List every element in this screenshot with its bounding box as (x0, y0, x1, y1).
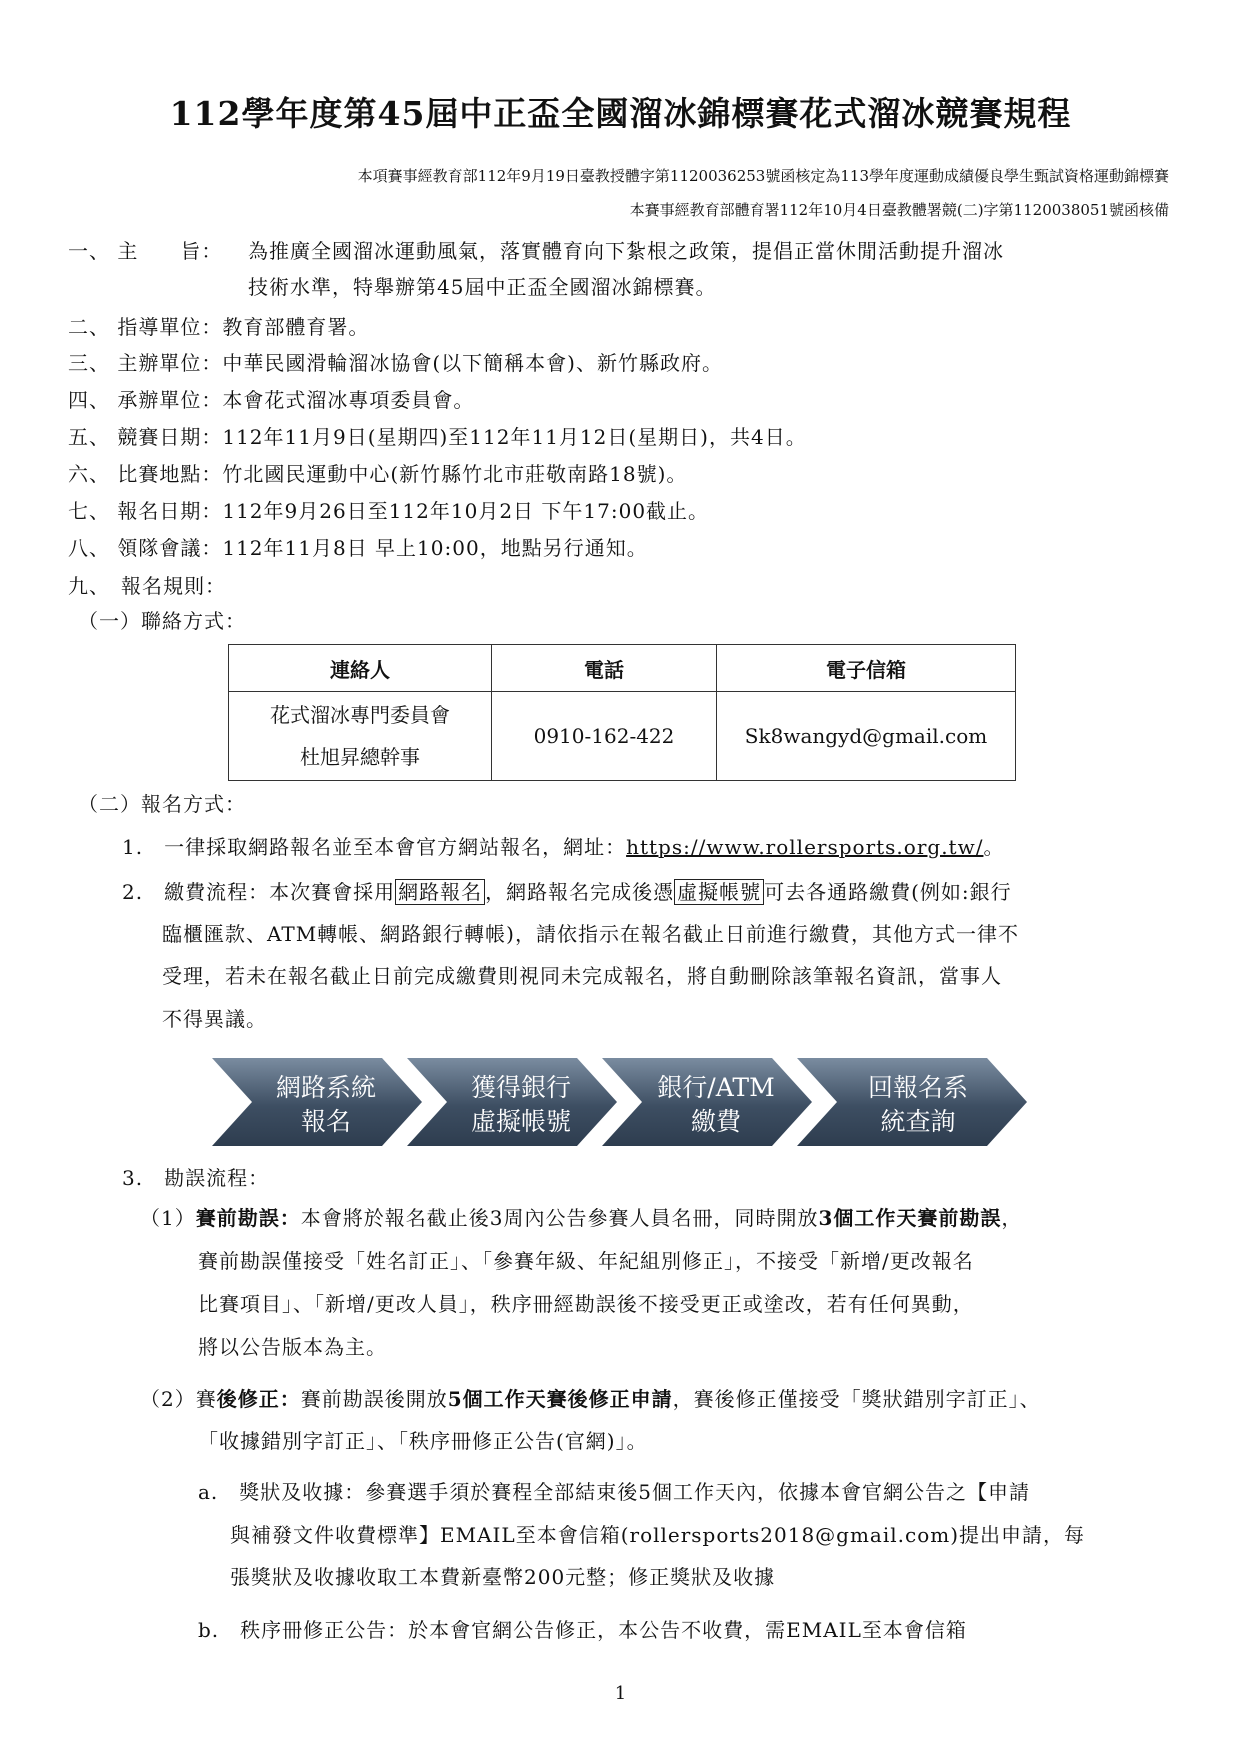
item-registration-rules: 九、 報名規則： (68, 574, 226, 598)
flow-step-3 (602, 1058, 812, 1146)
contact-person-line2: 杜旭昇總幹事 (300, 745, 420, 769)
signup-item-1-end: 。 (983, 835, 1005, 859)
contact-person-cell (229, 692, 492, 781)
flow-step-2-line1: 獲得銀行 (470, 1073, 572, 1102)
contact-person-line1: 花式溜冰專門委員會 (270, 703, 450, 727)
errata-a-line2: 與補發文件收費標準】EMAIL至本會信箱(rollersports2018@gmail.com)提出申請，每 (230, 1523, 1086, 1547)
page-number: 1 (614, 1683, 627, 1704)
item-dates: 五、 競賽日期：112年11月9日(星期四)至112年11月12日(星期日)，共4日。 (68, 425, 807, 449)
errata-a-line3: 張獎狀及收據收取工本費新臺幣200元整；修正獎狀及收據 (230, 1565, 776, 1589)
item-host: 四、 承辦單位：本會花式溜冰專項委員會。 (68, 388, 475, 412)
flow-step-4-line1: 回報名系 (867, 1073, 969, 1102)
item-supervisor: 二、 指導單位：教育部體育署。 (68, 315, 370, 339)
flow-step-1-line2: 報名 (300, 1107, 352, 1136)
errata-post-line2: 「收據錯別字訂正」、「秩序冊修正公告(官網)」。 (198, 1429, 648, 1453)
flow-step-4 (797, 1058, 1027, 1146)
errata-pre-bold: 3個工作天賽前勘誤 (818, 1206, 1002, 1230)
errata-pre-text1: 本會將於報名截止後3周內公告參賽人員名冊，同時開放 (300, 1206, 819, 1230)
signup-item-2-line2: 臨櫃匯款、ATM轉帳、網路銀行轉帳)，請依指示在報名截止日前進行繳費，其他方式一律不 (162, 922, 1019, 946)
errata-pre-line2: 賽前勘誤僅接受「姓名訂正」、「參賽年級、年紀組別修正」，不接受「新增/更改報名 (198, 1249, 974, 1273)
errata-pre-line3: 比賽項目」、「新增/更改人員」，秩序冊經勘誤後不接受更正或塗改，若有任何異動， (198, 1292, 974, 1316)
signup-item-2-line3: 受理，若未在報名截止日前完成繳費則視同未完成報名，將自動刪除該筆報名資訊，當事人 (162, 964, 1002, 988)
header-phone: 電話 (492, 645, 717, 692)
flow-step-3-line2: 繳費 (690, 1107, 742, 1136)
approval-note-1: 本項賽事經教育部112年9月19日臺教授體字第1120036253號函核定為113學年度運動成績優良學生甄試資格運動錦標賽 (357, 167, 1169, 185)
header-email: 電子信箱 (717, 645, 1016, 692)
errata-a-line1: a. 獎狀及收據：參賽選手須於賽程全部結束後5個工作天內，依據本會官網公告之【申請 (198, 1480, 1031, 1504)
virtual-account-box: 虛擬帳號 (674, 879, 764, 905)
flow-step-4-line2: 統查詢 (880, 1107, 956, 1136)
website-link[interactable]: https://www.rollersports.org.tw/ (626, 835, 984, 859)
item-purpose-line1: 為推廣全國溜冰運動風氣，落實體育向下紮根之政策，提倡正當休閒活動提升溜冰 (248, 239, 1004, 263)
flow-step-2-line2: 虛擬帳號 (470, 1107, 572, 1136)
errata-post-bold: 5個工作天賽後修正申請 (447, 1387, 673, 1411)
errata-post-line1 (140, 1383, 1041, 1412)
errata-b-line1: b. 秩序冊修正公告：於本會官網公告修正，本公告不收費，需EMAIL至本會信箱 (198, 1618, 967, 1642)
errata-post-t2: 賽前勘誤後開放 (300, 1387, 448, 1411)
payment-flow-diagram (212, 1056, 1032, 1148)
item-organizer: 三、 主辦單位：中華民國滑輪溜冰協會(以下簡稱本會)、新竹縣政府。 (68, 351, 723, 375)
errata-heading: 3. 勘誤流程： (122, 1166, 270, 1190)
errata-pre-text2: ， (1001, 1206, 1023, 1230)
flow-step-1 (212, 1058, 422, 1146)
contact-table (228, 644, 1016, 781)
item-team-meeting: 八、 領隊會議：112年11月8日 早上10:00，地點另行通知。 (68, 536, 648, 560)
errata-pre-line1 (140, 1202, 1022, 1231)
signup-item-2-line1 (122, 876, 1012, 905)
payment-text-b: ，網路報名完成後憑 (485, 880, 675, 904)
signup-item-1 (122, 831, 1004, 860)
contact-email[interactable]: Sk8wangyd@gmail.com (717, 692, 1016, 781)
errata-post-num: （2） (140, 1387, 196, 1411)
errata-pre-title: 賽前勘誤： (195, 1206, 301, 1230)
errata-post-t1: 賽 (195, 1387, 217, 1411)
signup-item-2-line4: 不得異議。 (162, 1007, 267, 1031)
errata-pre-line4: 將以公告版本為主。 (198, 1335, 387, 1359)
approval-note-2: 本賽事經教育部體育署112年10月4日臺教體署競(二)字第1120038051號函核備 (629, 201, 1169, 219)
signup-heading: （二）報名方式： (78, 792, 246, 816)
signup-item-1-text: 1. 一律採取網路報名並至本會官方網站報名，網址： (122, 835, 627, 859)
contact-heading: （一）聯絡方式： (78, 609, 246, 633)
flow-step-1-line1: 網路系統 (275, 1073, 377, 1102)
errata-post-title: 後修正： (216, 1387, 301, 1411)
payment-text-c: 可去各通路繳費(例如:銀行 (764, 880, 1012, 904)
item-venue: 六、 比賽地點：竹北國民運動中心(新竹縣竹北市莊敬南路18號)。 (68, 462, 688, 486)
flow-step-2 (407, 1058, 617, 1146)
flow-step-3-line1: 銀行/ATM (657, 1073, 775, 1102)
item-registration-dates: 七、 報名日期：112年9月26日至112年10月2日 下午17:00截止。 (68, 499, 710, 523)
contact-phone: 0910-162-422 (492, 692, 717, 781)
online-registration-box: 網路報名 (395, 879, 485, 905)
errata-post-t3: ，賽後修正僅接受「獎狀錯別字訂正」、 (672, 1387, 1041, 1411)
page-title: 112學年度第45屆中正盃全國溜冰錦標賽花式溜冰競賽規程 (169, 94, 1072, 133)
header-contact-person: 連絡人 (229, 645, 492, 692)
item-purpose-line2: 技術水準，特舉辦第45屆中正盃全國溜冰錦標賽。 (248, 275, 717, 299)
item-purpose-label: 一、 主 旨： (68, 239, 223, 263)
errata-pre-num: （1） (140, 1206, 196, 1230)
payment-text-a: 2. 繳費流程：本次賽會採用 (122, 880, 396, 904)
